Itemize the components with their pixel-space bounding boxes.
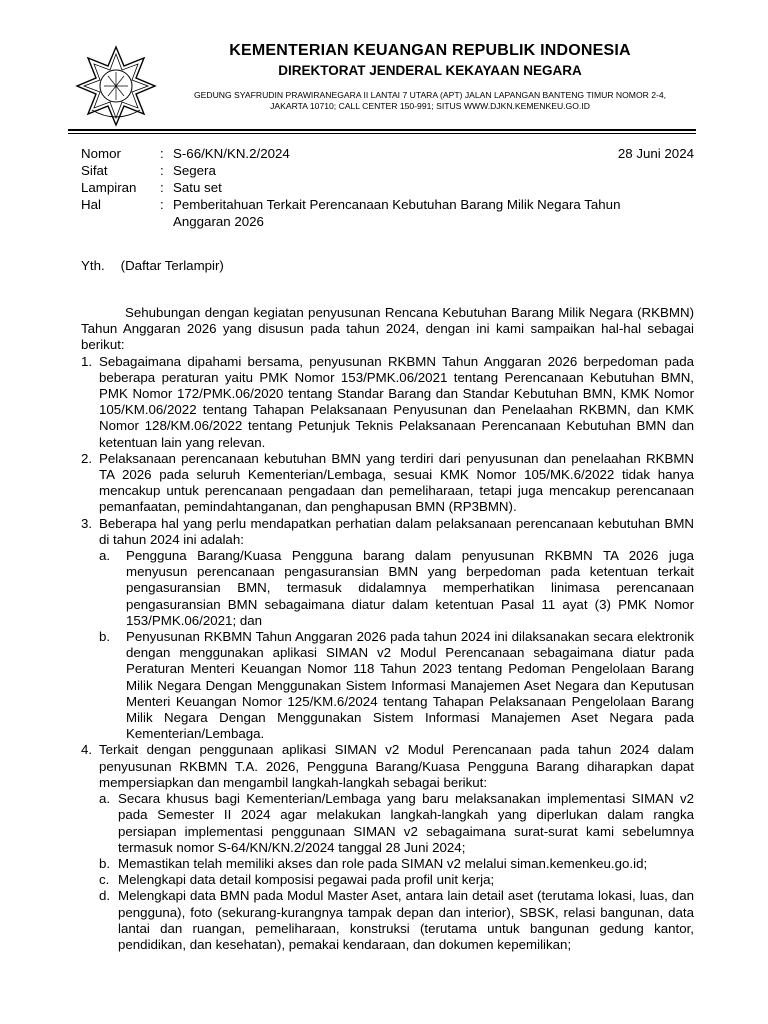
list-item-4a (99, 791, 694, 856)
sub-list-3 (99, 548, 694, 742)
hal-value: Pemberitahuan Terkait Perencanaan Kebutuhan Barang Milik Negara Tahun Anggaran 2026 (173, 197, 621, 229)
letterhead-divider-thin (68, 133, 696, 134)
letter-date: 28 Juni 2024 (617, 146, 694, 161)
item-3a-text: Pengguna Barang/Kuasa Pengguna barang dalam penyusunan RKBMN TA 2026 juga menyusun perencanaan pengasuransian BMN yang berpedoman pada ketentuan terkait pengasuransian BMN, termasuk didalamnya memperhatikan linimasa perencanaan pengasuransian BMN sebagaimana diatur dalam ketentuan Pasal 11 ayat (3) PMK Nomor 153/PMK.06/2021; dan (126, 548, 694, 628)
recipient (81, 258, 224, 273)
item-4c-text: Melengkapi data detail komposisi pegawai pada profil unit kerja; (118, 872, 495, 888)
letterhead-address (180, 90, 680, 112)
colon: : (160, 146, 164, 161)
list-item-2 (81, 451, 694, 516)
list-marker: 2. (81, 450, 93, 466)
list-marker: b. (99, 629, 111, 645)
meta-sifat (81, 162, 696, 179)
meta-nomor (81, 145, 696, 162)
list-item-1 (81, 354, 694, 451)
list-marker: b. (99, 855, 111, 871)
recipient-prefix: Yth. (81, 258, 105, 273)
ministry-name: KEMENTERIAN KEUANGAN REPUBLIK INDONESIA (229, 42, 631, 59)
lampiran-value: Satu set (173, 180, 222, 195)
list-marker: d. (99, 888, 111, 904)
item-4-text: Terkait dengan penggunaan aplikasi SIMAN v2 Modul Perencanaan pada tahun 2024 dalam penyusunan RKBMN T.A. 2026, Pengguna Barang/Kuasa Pengguna Barang diharapkan dapat mempersiapkan dan mengambil langkah-langkah sebagai berikut: (99, 742, 694, 790)
item-1-text: Sebagaimana dipahami bersama, penyusunan RKBMN Tahun Anggaran 2026 berpedoman pada beberapa peraturan yaitu PMK Nomor 153/PMK.06/2021 tentang Perencanaan Kebutuhan BMN, PMK Nomor 172/PMK.06/2020 tentang Standar Barang dan Standar Kebutuhan BMN, KMK Nomor 105/KM.06/2022 tentang Tahapan Pelaksanaan Penyusunan dan Penelaahan RKBMN, dan KMK Nomor 128/KM.06/2022 tentang Petunjuk Teknis Pelaksanaan Perencanaan Kebutuhan BMN dan ketentuan lain yang relevan. (99, 353, 694, 450)
item-3-text: Beberapa hal yang perlu mendapatkan perhatian dalam pelaksanaan perencanaan kebutuhan BMN di tahun 2024 ini adalah: (99, 515, 694, 547)
address-line-1: GEDUNG SYAFRUDIN PRAWIRANEGARA II LANTAI 7 UTARA (APT) JALAN LAPANGAN BANTENG TIMUR NOMOR 2-4, (193, 90, 667, 100)
item-2-text: Pelaksanaan perencanaan kebutuhan BMN yang terdiri dari penyusunan dan penelaahan RKBMN TA 2026 pada seluruh Kementerian/Lembaga, sesuai KMK Nomor 105/MK.6/2022 tidak hanya mencakup untuk perencanaan pengadaan dan pemeliharaan, tetapi juga mencakup perencanaan pemanfaatan, pemindahtanganan, dan penghapusan BMN (RP3BMN). (99, 450, 694, 515)
list-item-4 (81, 742, 694, 953)
colon: : (160, 180, 164, 195)
item-4a-text: Secara khusus bagi Kementerian/Lembaga yang baru melaksanakan implementasi SIMAN v2 pada Semester II 2024 agar melakukan langkah-langkah yang diperlukan dalam rangka persiapan implementasi penggunaan SIMAN v2 sebagaimana surat-surat kami sebelumnya termasuk nomor S-64/KN/KN.2/2024 tanggal 28 Juni 2024; (118, 791, 694, 855)
list-marker: a. (99, 548, 111, 564)
nomor-value: S-66/KN/KN.2/2024 (173, 146, 290, 161)
letter-meta (81, 145, 696, 230)
directorate-name: DIREKTORAT JENDERAL KEKAYAAN NEGARA (278, 63, 582, 78)
colon: : (160, 163, 164, 178)
hal-label: Hal (81, 197, 101, 212)
item-3b-text: Penyusunan RKBMN Tahun Anggaran 2026 pada tahun 2024 ini dilaksanakan secara elektronik dengan menggunakan aplikasi SIMAN v2 Modul Perencanaan sebagaimana diatur pada Peraturan Menteri Keuangan Nomor 118 Tahun 2023 tentang Pedoman Pengelolaan Barang Milik Negara Dengan Menggunakan Sistem Informasi Manajemen Aset Negara dan Keputusan Menteri Keuangan Nomor 125/KM.6/2024 tentang Tahapan Pelaksanaan Pengelolaan Barang Milik Negara Dengan Menggunakan Sistem Informasi Manajemen Aset Negara pada Kementerian/Lembaga. (126, 629, 694, 742)
letterhead-divider (68, 129, 696, 131)
sifat-value: Segera (173, 163, 216, 178)
list-item-3 (81, 516, 694, 743)
sub-list-4 (99, 791, 694, 953)
list-item-3a (99, 548, 694, 629)
list-marker: 3. (81, 515, 93, 531)
list-item-3b (99, 629, 694, 742)
item-4d-text: Melengkapi data BMN pada Modul Master Aset, antara lain detail aset (terutama lokasi, luas, dan pengguna), foto (sekurang-kurangnya tampak depan dan interior), SBSK, relasi bangunan, data lantai dan ruangan, pemeliharaan, konstruksi (terutama untuk bangunan gedung kantor, pendidikan, dan kesehatan), pemakai kendaraan, dan dokumen kepemilikan; (118, 888, 694, 952)
lampiran-label: Lampiran (81, 180, 137, 195)
list-item-4b (99, 856, 694, 872)
item-4b-text: Memastikan telah memiliki akses dan role pada SIMAN v2 melalui siman.kemenkeu.go.id; (118, 855, 648, 871)
list-marker: 4. (81, 742, 93, 758)
list-marker: a. (99, 791, 111, 807)
ministry-logo (74, 44, 158, 128)
list-item-4d (99, 888, 694, 953)
main-list (81, 354, 694, 954)
address-line-2: JAKARTA 10710; CALL CENTER 150-991; SITUS WWW.DJKN.KEMENKEU.GO.ID (270, 101, 590, 111)
nomor-label: Nomor (81, 146, 121, 161)
list-marker: 1. (81, 353, 93, 369)
meta-hal (81, 196, 696, 230)
meta-lampiran (81, 179, 696, 196)
list-marker: c. (99, 872, 110, 888)
letter-body (81, 305, 694, 953)
list-item-4c (99, 872, 694, 888)
sifat-label: Sifat (81, 163, 108, 178)
colon: : (160, 197, 164, 212)
intro-paragraph: Sehubungan dengan kegiatan penyusunan Rencana Kebutuhan Barang Milik Negara (RKBMN) Tahun Anggaran 2026 yang disusun pada tahun 2024, dengan ini kami sampaikan hal-hal sebagai berikut: (81, 305, 694, 353)
recipient-name: (Daftar Terlampir) (120, 258, 224, 273)
